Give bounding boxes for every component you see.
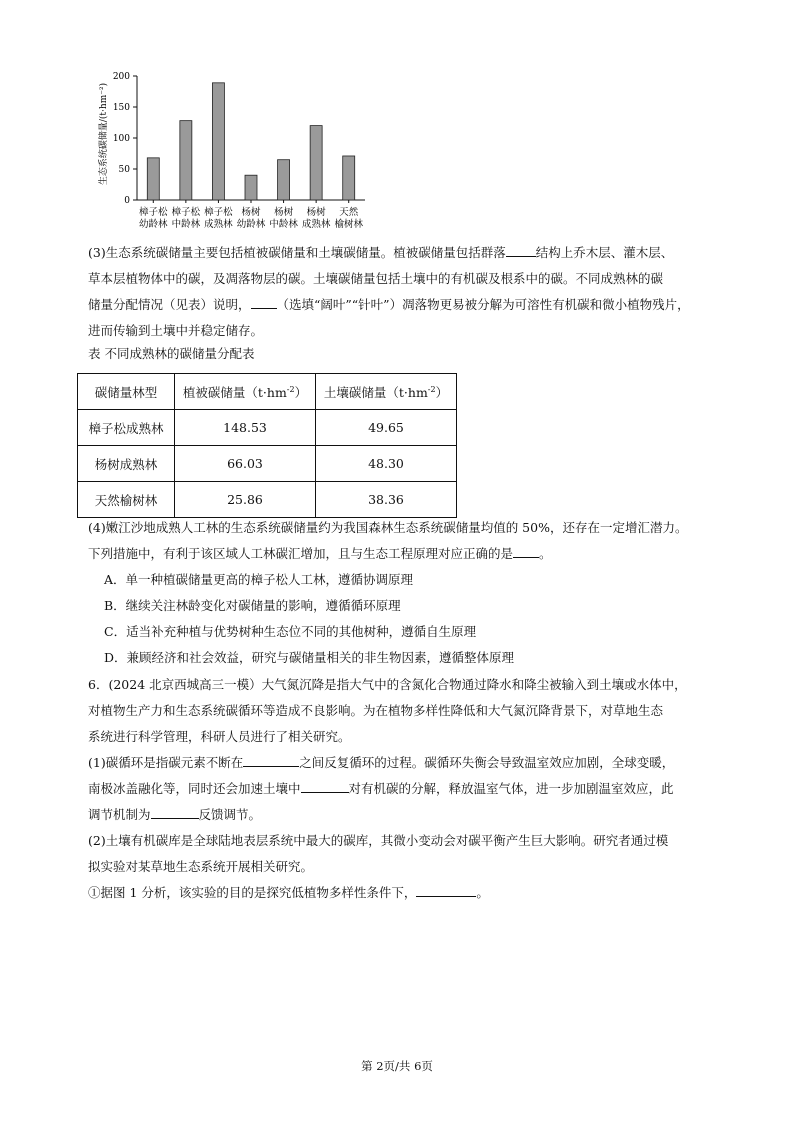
x-tick-label: 杨树 — [306, 207, 326, 218]
table-header-row — [78, 374, 457, 410]
answer-blank[interactable] — [416, 882, 476, 897]
q4-text: (4)嫩江沙地成熟人工林的生态系统碳储量约为我国森林生态系统碳储量均值的 50%，还存在一定增汇潜力。 — [88, 520, 688, 535]
page-footer: 第 2页/共 6页 — [361, 1059, 433, 1073]
carbon-storage-chart — [92, 66, 392, 236]
q6-text: 南极冰盖融化等，同时还会加速土壤中 — [88, 781, 301, 796]
x-tick-label: 杨树 — [274, 207, 294, 218]
q6-text: ①据图 1 分析，该实验的目的是探究低植物多样性条件下， — [88, 885, 417, 900]
table-cell: 38.36 — [316, 482, 457, 518]
q4-text: 下列措施中，有利于该区域人工林碳汇增加，且与生态工程原理对应正确的是 — [88, 546, 514, 561]
q6-text: 6．(2024 北京西城高三一模）大气氮沉降是指大气中的含氮化合物通过降水和降尘被输入到土壤或水体中， — [88, 677, 687, 692]
x-tick-label: 幼龄林 — [139, 219, 168, 230]
x-tick-label: 成熟林 — [204, 219, 233, 230]
q6-text: 系统进行科学管理，科研人员进行了相关研究。 — [88, 729, 351, 744]
q4-text: 。 — [539, 546, 552, 561]
table-row — [78, 482, 457, 518]
bar — [212, 83, 224, 200]
chart-svg — [92, 66, 392, 236]
table-cell: 49.65 — [316, 410, 457, 446]
bar — [343, 156, 355, 200]
table-cell: 樟子松成熟林 — [78, 410, 175, 446]
answer-blank[interactable] — [151, 804, 199, 819]
q6-text: 反馈调节。 — [198, 807, 262, 822]
x-tick-label: 樟子松 — [171, 207, 201, 218]
x-tick-label: 幼龄林 — [236, 219, 266, 230]
table-cell: 48.30 — [316, 446, 457, 482]
q6-text: 对有机碳的分解，释放温室气体，进一步加剧温室效应，此 — [348, 781, 674, 796]
answer-blank[interactable] — [506, 242, 536, 257]
y-tick-label: 150 — [112, 103, 130, 113]
bar — [278, 160, 290, 200]
question-3 — [88, 240, 713, 344]
q6-text: (1)碳循环是指碳元素不断在 — [88, 755, 244, 770]
answer-blank[interactable] — [513, 543, 539, 558]
q6-text: 对植物生产力和生态系统碳循环等造成不良影响。为在植物多样性降低和大气氮沉降背景下，对草地生态 — [88, 703, 664, 718]
chart-y-axis-label: 生态系统碳储量/(t·hm⁻²) — [99, 82, 109, 186]
x-tick-label: 中龄林 — [269, 219, 298, 230]
q6-text: 之间反复循环的过程。碳循环失衡会导致温室效应加剧，全球变暖， — [299, 755, 675, 770]
table-title: 表 不同成熟林的碳储量分配表 — [88, 346, 255, 361]
y-tick-label: 200 — [112, 72, 130, 82]
table-cell: 天然榆树林 — [78, 482, 175, 518]
x-tick-label: 天然 — [339, 207, 359, 218]
bar — [180, 121, 192, 200]
q3-text: (3)生态系统碳储量主要包括植被碳储量和土壤碳储量。植被碳储量包括群落 — [88, 245, 506, 260]
option-b[interactable]: B．继续关注林龄变化对碳储量的影响，遵循循环原理 — [104, 598, 401, 613]
option-c[interactable]: C．适当补充种植与优势树种生态位不同的其他树种，遵循自生原理 — [104, 624, 477, 639]
question-6 — [88, 672, 713, 906]
option-d[interactable]: D．兼顾经济和社会效益，研究与碳储量相关的非生物因素，遵循整体原理 — [104, 650, 515, 665]
table-header: 植被碳储量$(t\cdot hm^{-2})$ — [175, 374, 316, 410]
q3-text: 储量分配情况（见表）说明， — [88, 297, 251, 312]
table-cell: 148.53 — [175, 410, 316, 446]
y-tick-label: 0 — [124, 196, 130, 206]
bar — [310, 126, 322, 200]
table-header: 土壤碳储量$(t\cdot hm^{-2})$ — [316, 374, 457, 410]
table-row — [78, 410, 457, 446]
question-4 — [88, 515, 713, 671]
table-cell: 杨树成熟林 — [78, 446, 175, 482]
x-tick-label: 樟子松 — [204, 207, 233, 218]
table-cell: 25.86 — [175, 482, 316, 518]
q6-text: 。 — [476, 885, 489, 900]
q3-text: 草本层植物体中的碳，及凋落物层的碳。土壤碳储量包括土壤中的有机碳及根系中的碳。不同成熟林的碳 — [88, 271, 664, 286]
y-tick-label: 100 — [112, 134, 130, 144]
bar — [245, 175, 257, 200]
x-tick-label: 樟子松 — [139, 207, 168, 218]
answer-blank[interactable] — [251, 294, 277, 309]
q3-text: 进而传输到土壤中并稳定储存。 — [88, 323, 264, 338]
carbon-allocation-table — [77, 373, 457, 518]
x-tick-label: 成熟林 — [301, 219, 331, 230]
x-tick-label: 中龄林 — [171, 219, 201, 230]
x-tick-label: 杨树 — [241, 207, 261, 218]
option-a[interactable]: A．单一种植碳储量更高的樟子松人工林，遵循协调原理 — [104, 572, 414, 587]
q3-text: （选填“阔叶”“针叶”）凋落物更易被分解为可溶性有机碳和微小植物残片， — [276, 297, 690, 312]
y-tick-label: 50 — [118, 165, 130, 175]
q6-text: 调节机制为 — [88, 807, 151, 822]
bar — [147, 158, 159, 200]
table-header: 碳储量林型 — [78, 374, 175, 410]
table-row — [78, 446, 457, 482]
x-tick-label: 榆树林 — [334, 219, 363, 230]
q3-text: 结构上乔木层、灌木层、 — [535, 245, 674, 260]
q6-text: (2)土壤有机碳库是全球陆地表层系统中最大的碳库，其微小变动会对碳平衡产生巨大影响。研究者通过模 — [88, 833, 669, 848]
answer-blank[interactable] — [301, 778, 349, 793]
q6-text: 拟实验对某草地生态系统开展相关研究。 — [88, 859, 314, 874]
table-cell: 66.03 — [175, 446, 316, 482]
answer-blank[interactable] — [243, 752, 299, 767]
